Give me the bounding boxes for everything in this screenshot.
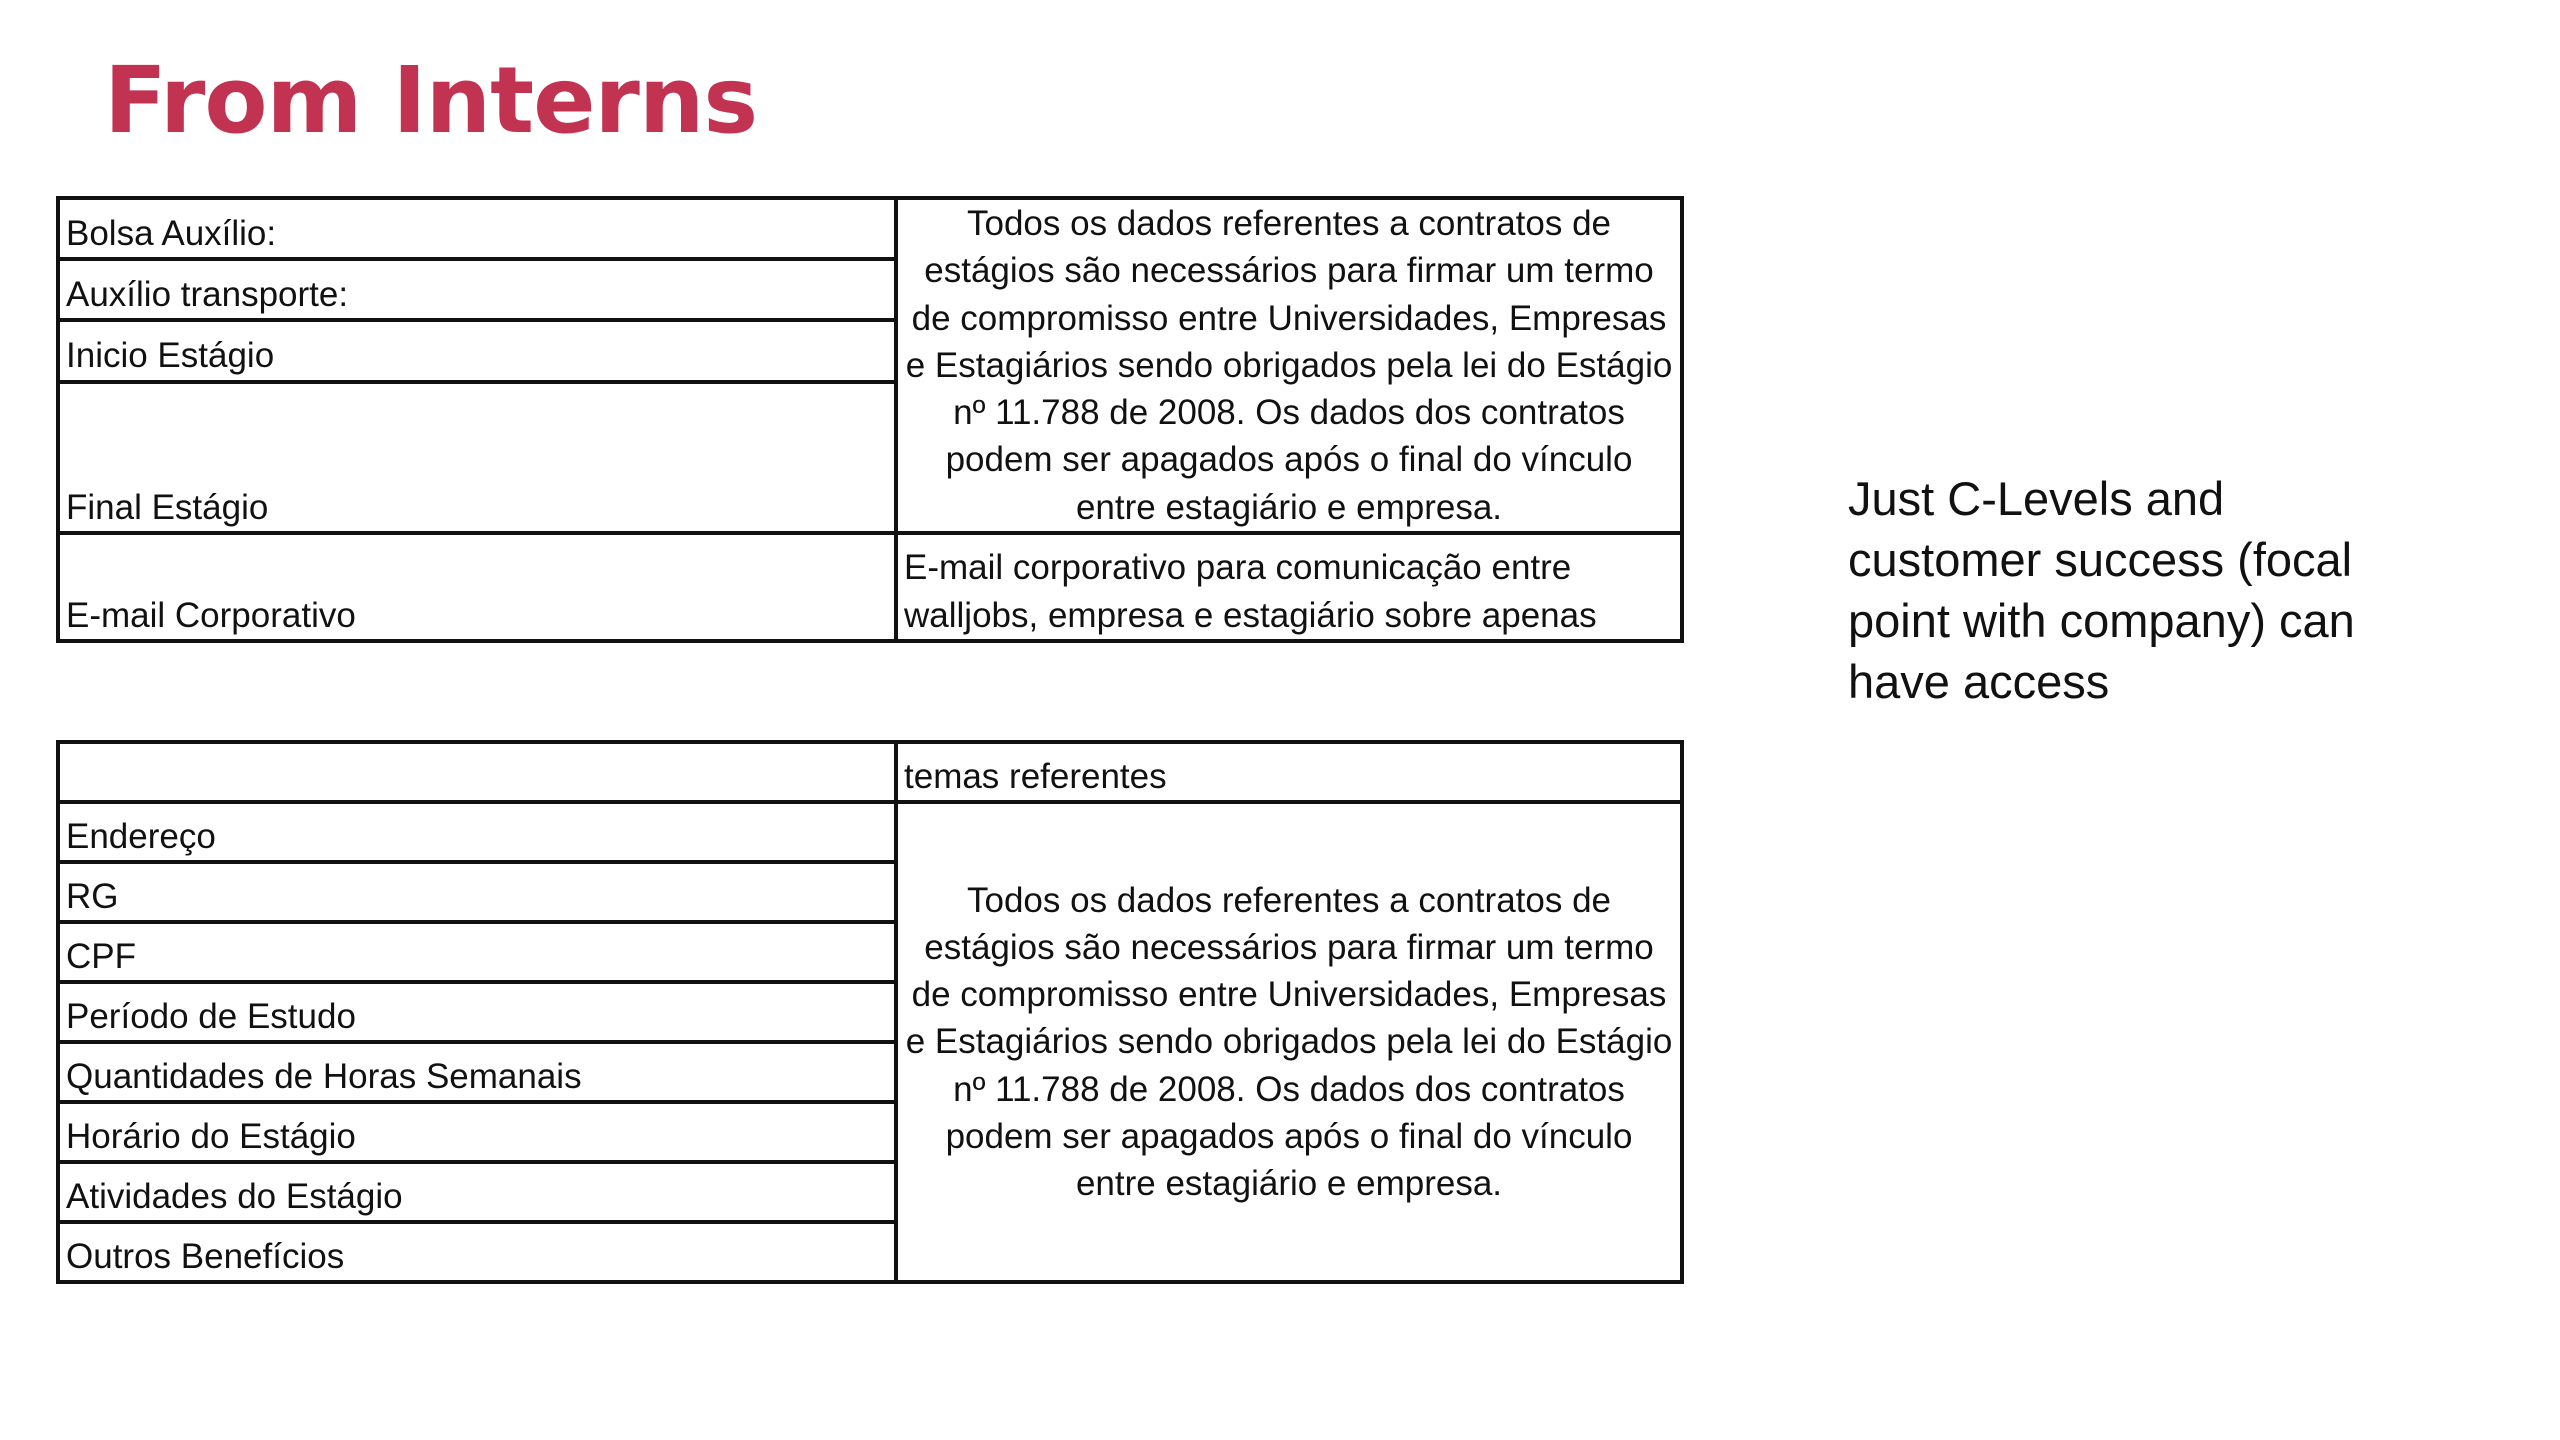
contract-data-justification: Todos os dados referentes a contratos de estágios são necessários para firmar um termo de compromisso entre Universidades, Empresas e Estagiários sendo obrigados pela lei do Estágio nº 11.788 de 2008. Os dados dos contratos podem ser apagados após o final do vínculo entre estagiário e empresa. xyxy=(896,198,1682,533)
table-row xyxy=(58,802,1682,862)
email-justification: E-mail corporativo para comunicação entre walljobs, empresa e estagiário sobre apenas xyxy=(896,533,1682,641)
field-final-estagio: Final Estágio xyxy=(58,382,896,533)
field-endereco: Endereço xyxy=(58,802,896,862)
field-rg: RG xyxy=(58,862,896,922)
field-atividades-estagio: Atividades do Estágio xyxy=(58,1162,896,1222)
table-row xyxy=(58,742,1682,802)
field-outros-beneficios: Outros Benefícios xyxy=(58,1222,896,1282)
internship-contract-table xyxy=(56,196,1684,643)
field-email-corporativo: E-mail Corporativo xyxy=(58,533,896,641)
field-horas-semanais: Quantidades de Horas Semanais xyxy=(58,1042,896,1102)
personal-data-table xyxy=(56,740,1684,1284)
field-horario-estagio: Horário do Estágio xyxy=(58,1102,896,1162)
personal-data-justification: Todos os dados referentes a contratos de estágios são necessários para firmar um termo de compromisso entre Universidades, Empresas e Estagiários sendo obrigados pela lei do Estágio nº 11.788 de 2008. Os dados dos contratos podem ser apagados após o final do vínculo entre estagiário e empresa. xyxy=(896,802,1682,1282)
field-periodo-de-estudo: Período de Estudo xyxy=(58,982,896,1042)
field-auxilio-transporte: Auxílio transporte: xyxy=(58,259,896,320)
slide-title: From Interns xyxy=(104,47,758,154)
table-row xyxy=(58,198,1682,259)
field-bolsa-auxilio: Bolsa Auxílio: xyxy=(58,198,896,259)
header-temas-referentes: temas referentes xyxy=(896,742,1682,802)
table-row xyxy=(58,533,1682,641)
field-inicio-estagio: Inicio Estágio xyxy=(58,320,896,381)
field-cpf: CPF xyxy=(58,922,896,982)
access-note: Just C-Levels and customer success (focal point with company) can have access xyxy=(1848,472,2355,708)
header-empty-cell xyxy=(58,742,896,802)
